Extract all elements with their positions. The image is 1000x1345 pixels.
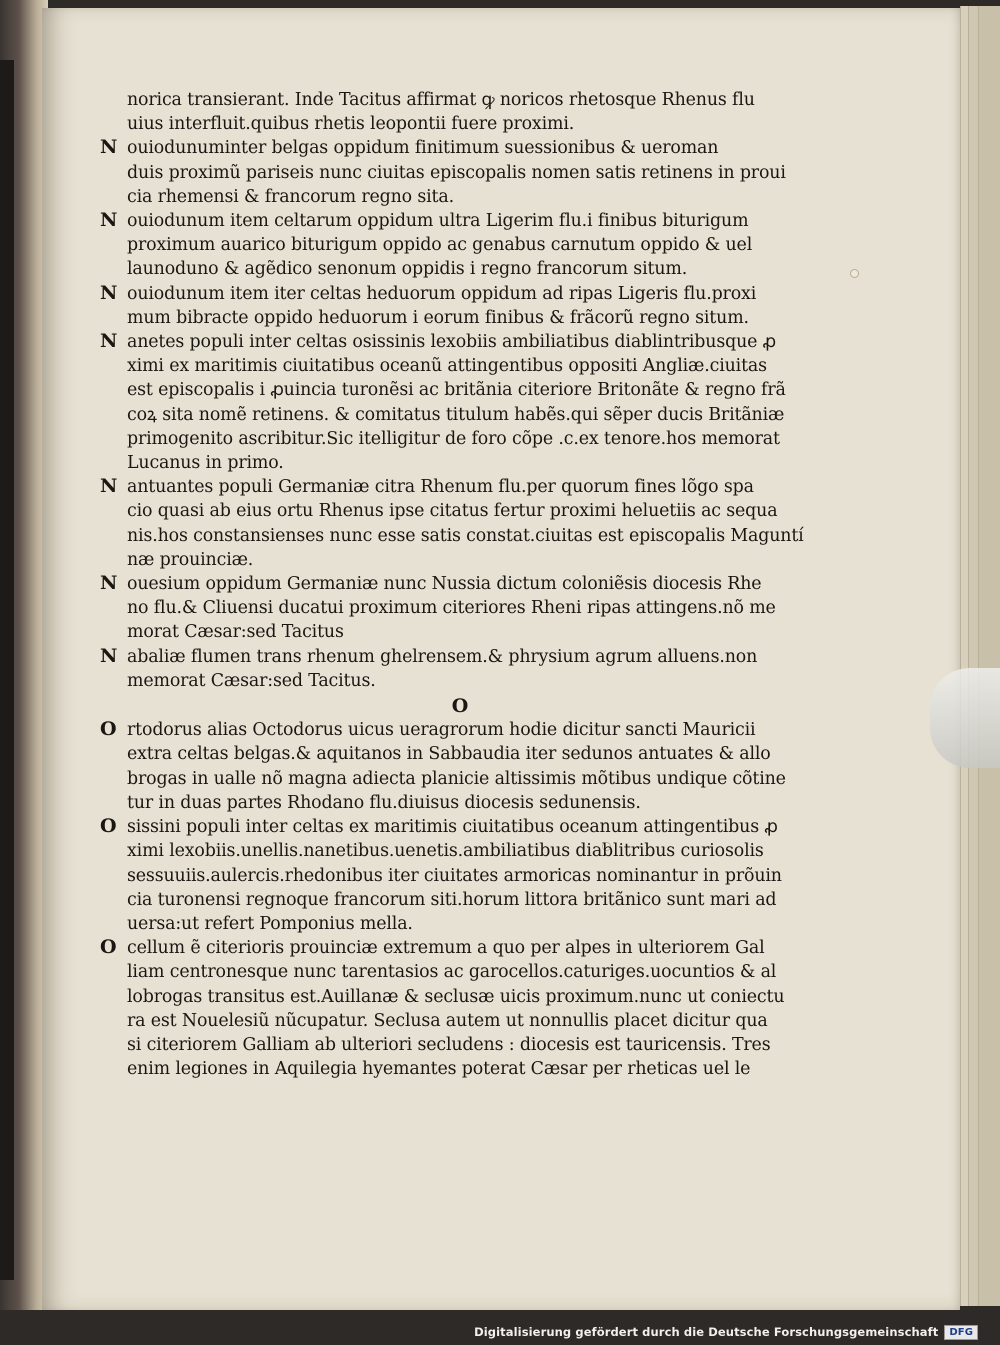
text-line: enim legiones in Aquilegia hyemantes poterat Cæsar per rheticas uel le bbox=[127, 1059, 751, 1080]
dictionary-entry bbox=[100, 282, 790, 330]
dictionary-entry bbox=[100, 815, 790, 936]
text-line: proximum auarico biturigum oppido ac genabus carnutum oppido & uel bbox=[127, 235, 753, 256]
paper-speck bbox=[850, 269, 859, 278]
text-line: liam centronesque nunc tarentasios ac garocellos.caturiges.uocuntios & al bbox=[127, 962, 777, 983]
text-line: ouiodunuminter belgas oppidum finitimum suessionibus & ueroman bbox=[127, 138, 719, 159]
entry-initial: N bbox=[100, 330, 118, 353]
text-line: ouesium oppidum Germaniæ nunc Nussia dictum coloniẽsis diocesis Rhe bbox=[127, 574, 762, 595]
text-line: morat Cæsar:sed Tacitus bbox=[127, 622, 344, 643]
dictionary-entry bbox=[100, 572, 790, 645]
text-line: cio quasi ab eius ortu Rhenus ipse citatus fertur proximi heluetiis ac sequa bbox=[127, 501, 778, 522]
text-line: cellum ẽ citerioris prouinciæ extremum a quo per alpes in ulteriorem Gal bbox=[127, 938, 765, 959]
text-line: extra celtas belgas.& aquitanos in Sabbaudia iter sedunos antuates & allo bbox=[127, 744, 771, 765]
text-line: Lucanus in primo. bbox=[127, 453, 284, 474]
binding-strip bbox=[0, 60, 14, 1280]
dictionary-entry bbox=[100, 936, 790, 1081]
digitization-footer bbox=[474, 1323, 978, 1341]
dictionary-entry bbox=[100, 718, 790, 815]
text-line: abaliæ flumen trans rhenum ghelrensem.& phrysium agrum alluens.non bbox=[127, 646, 758, 667]
entry-initial: O bbox=[100, 815, 117, 838]
text-line: launoduno & agẽdico senonum oppidis i regno francorum situm. bbox=[127, 259, 688, 280]
text-line: antuantes populi Germaniæ citra Rhenum flu.per quorum fines lõgo spa bbox=[127, 477, 754, 498]
text-line: cia turonensi regnoque francorum siti.horum littora britãnico sunt mari ad bbox=[127, 889, 777, 910]
page-edge-stack bbox=[978, 6, 1000, 1306]
text-line: norica transierant. Inde Tacitus affirmat ꝙ noricos rhetosque Rhenus flu bbox=[127, 90, 755, 110]
dfg-logo: DFG bbox=[944, 1325, 978, 1340]
page-clip bbox=[930, 668, 1000, 768]
entry-initial: N bbox=[100, 475, 118, 498]
text-line: si citeriorem Galliam ab ulteriori secludens : diocesis est tauricensis. Tres bbox=[127, 1034, 771, 1055]
text-line: no flu.& Cliuensi ducatui proximum citeriores Rheni ripas attingens.nõ me bbox=[127, 598, 776, 619]
text-line: coꝝ sita nomẽ retinens. & comitatus titulum habẽs.qui sẽper ducis Britãniæ bbox=[127, 404, 785, 425]
entry-initial: O bbox=[100, 718, 117, 741]
text-line: memorat Cæsar:sed Tacitus. bbox=[127, 670, 376, 691]
text-line: ximi lexobiis.unellis.nanetibus.uenetis.ambiliatibus diablitribus curiosolis bbox=[127, 841, 764, 862]
footer-credit: Digitalisierung gefördert durch die Deutsche Forschungsgemeinschaft bbox=[474, 1325, 939, 1339]
section-heading-o: O bbox=[451, 695, 469, 718]
text-line: uersa:ut refert Pomponius mella. bbox=[127, 913, 413, 934]
text-line: brogas in ualle nõ magna adiecta planicie altissimis mõtibus undique cõtine bbox=[127, 768, 786, 789]
text-line: est episcopalis i ꝓuincia turonẽsi ac britãnia citeriore Britonãte & regno frã bbox=[127, 380, 786, 401]
dictionary-entry bbox=[100, 475, 804, 572]
text-line: tur in duas partes Rhodano flu.diuisus diocesis sedunensis. bbox=[127, 792, 641, 813]
dictionary-entry bbox=[100, 209, 790, 282]
text-line: mum bibracte oppido heduorum i eorum finibus & frãcorũ regno situm. bbox=[127, 307, 749, 328]
text-line: anetes populi inter celtas osissinis lexobiis ambiliatibus diablintribusque ꝓ bbox=[127, 332, 776, 353]
text-line: cia rhemensi & francorum regno sita. bbox=[127, 186, 454, 207]
text-line: sissini populi inter celtas ex maritimis ciuitatibus oceanum attingentibus ꝓ bbox=[127, 817, 778, 838]
n-entries bbox=[100, 136, 804, 693]
entry-initial: N bbox=[100, 136, 118, 159]
text-line: uius interfluit.quibus rhetis leopontii fuere proximi. bbox=[127, 114, 575, 135]
text-line: ra est Nouelesiũ nũcupatur. Seclusa autem ut nonnullis placet dicitur qua bbox=[127, 1010, 768, 1031]
entry-initial: N bbox=[100, 281, 118, 304]
text-line: ouiodunum item iter celtas heduorum oppidum ad ripas Ligeris flu.proxi bbox=[127, 283, 757, 304]
text-line: næ prouinciæ. bbox=[127, 549, 254, 570]
entry-initial: N bbox=[100, 572, 118, 595]
intro-paragraph bbox=[100, 88, 790, 136]
dictionary-entry bbox=[100, 645, 790, 693]
text-line: ximi ex maritimis ciuitatibus oceanũ attingentibus oppositi Angliæ.ciuitas bbox=[127, 356, 767, 377]
dictionary-entry bbox=[100, 330, 790, 475]
entry-initial: N bbox=[100, 644, 118, 667]
text-line: duis proximũ pariseis nunc ciuitas episcopalis nomen satis retinens in proui bbox=[127, 162, 786, 183]
text-line: rtodorus alias Octodorus uicus ueragrorum hodie dicitur sancti Mauricii bbox=[127, 720, 756, 741]
text-line: ouiodunum item celtarum oppidum ultra Ligerim flu.i finibus biturigum bbox=[127, 211, 749, 232]
entry-initial: N bbox=[100, 209, 118, 232]
text-line: lobrogas transitus est.Auillanæ & seclusæ uicis proximum.nunc ut coniectu bbox=[127, 986, 785, 1007]
text-line: sessuuiis.aulercis.rhedonibus iter ciuitates armoricas nominantur in prõuin bbox=[127, 865, 782, 886]
page-text-block bbox=[100, 88, 804, 1081]
o-entries bbox=[100, 718, 790, 1081]
text-line: nis.hos constansienses nunc esse satis constat.ciuitas est episcopalis Maguntí bbox=[127, 525, 804, 546]
dictionary-entry bbox=[100, 136, 790, 209]
text-line: primogenito ascribitur.Sic itelligitur de foro cõpe .c.ex tenore.hos memorat bbox=[127, 428, 780, 449]
entry-initial: O bbox=[100, 936, 117, 959]
